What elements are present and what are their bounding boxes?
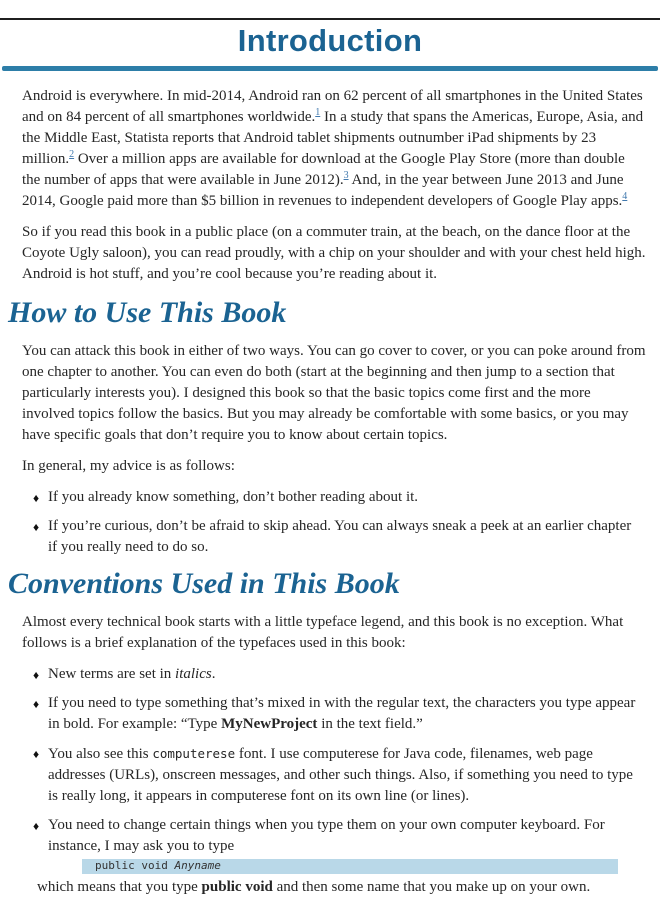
code-text: public void <box>95 859 175 872</box>
bold-term: public void <box>201 879 273 895</box>
footnote-link-2[interactable]: 2 <box>69 149 75 160</box>
list-item <box>0 664 644 685</box>
bold-term: MyNewProject <box>221 716 318 732</box>
diamond-bullet-icon: ♦ <box>33 697 40 711</box>
list-item <box>0 693 644 735</box>
text-run: which means that you type <box>37 879 202 895</box>
advice-list <box>0 487 660 558</box>
diamond-bullet-icon: ♦ <box>33 520 40 534</box>
text-run: Over a million apps are available for download at the Google Play Store (more than double the number of apps that were available in June 2012). <box>22 151 625 188</box>
text-run: If you’re curious, don’t be afraid to skip ahead. You can always sneak a peek at an earlier chapter if you really need to do so. <box>48 518 632 555</box>
text-run: New terms are set in <box>48 666 176 682</box>
conventions-list <box>0 664 660 857</box>
text-run: In a study that spans the Americas, Europe, Asia, and the Middle East, Statista reports that Android tablet shipments outnumber iPad shipments by 23 million. <box>22 109 644 167</box>
intro-paragraph-1 <box>22 86 646 212</box>
text-run: font. I use computerese for Java code, filenames, web page addresses (URLs), onscreen messages, and other such things. Also, if something you need to type is really long, it appears in computerese font on its own line (or lines). <box>48 746 633 804</box>
italic-term: italics <box>175 666 212 682</box>
text-run: And, in the year between June 2013 and June 2014, Google paid more than $5 billion in revenues to independent developers of Google Play apps. <box>22 172 624 209</box>
diamond-bullet-icon: ♦ <box>33 747 40 761</box>
how-to-use-paragraph-1: You can attack this book in either of two ways. You can go cover to cover, or you can poke around from one chapter to another. You can even do both (start at the beginning and then jump to a section that particularly interests you). I designed this book so that the basic topics come first and the more involved topics follow the basics. But you may already be comfortable with some basics, or you may have specific goals that don’t require you to know about certain topics. <box>22 343 646 443</box>
text-run: . <box>211 666 216 682</box>
top-divider <box>0 18 660 20</box>
footnote-link-3[interactable]: 3 <box>343 170 349 181</box>
footnote-link-1[interactable]: 1 <box>315 107 321 118</box>
page-content <box>0 86 660 898</box>
section-heading-how-to-use: How to Use This Book <box>8 296 287 329</box>
diamond-bullet-icon: ♦ <box>33 819 40 833</box>
footnote-link-4[interactable]: 4 <box>622 191 628 202</box>
how-to-use-paragraph-2: In general, my advice is as follows: <box>22 458 235 474</box>
code-placeholder-name: Anyname <box>174 859 221 872</box>
text-run: and then some name that you make up on your own. <box>272 879 591 895</box>
title-underline-rule <box>2 66 658 71</box>
list-item <box>0 516 644 558</box>
list-item <box>0 815 644 857</box>
text-run: If you need to type something that’s mixed in with the regular text, the characters you type appear in bold. For example: “Type <box>48 695 636 732</box>
text-run: You also see this <box>48 746 153 762</box>
code-block <box>82 859 618 874</box>
intro-paragraph-2: So if you read this book in a public place (on a commuter train, at the beach, on the dance floor at the Coyote Ugly saloon), you can read proudly, with a chip on your shoulder and with your chest held high. Android is hot stuff, and you’re cool because you’re reading about it. <box>22 224 646 282</box>
text-run: You need to change certain things when you type them on your own computer keyboard. For instance, I may ask you to type <box>48 817 605 854</box>
page-title: Introduction <box>237 23 423 58</box>
text-run: in the text field.” <box>317 716 423 732</box>
conventions-paragraph-1: Almost every technical book starts with a little typeface legend, and this book is no exception. What follows is a brief explanation of the typefaces used in this book: <box>22 614 624 651</box>
diamond-bullet-icon: ♦ <box>33 491 40 505</box>
text-run: Android is everywhere. In mid-2014, Android ran on 62 percent of all smartphones in the United States and on 84 percent of all smartphones worldwide. <box>22 88 643 125</box>
list-item <box>0 487 644 508</box>
conventions-paragraph-2 <box>37 877 646 898</box>
list-item <box>0 743 644 807</box>
inline-code-term: computerese <box>152 746 236 761</box>
text-run: If you already know something, don’t bother reading about it. <box>48 489 419 505</box>
section-heading-conventions: Conventions Used in This Book <box>8 567 400 600</box>
diamond-bullet-icon: ♦ <box>33 668 40 682</box>
